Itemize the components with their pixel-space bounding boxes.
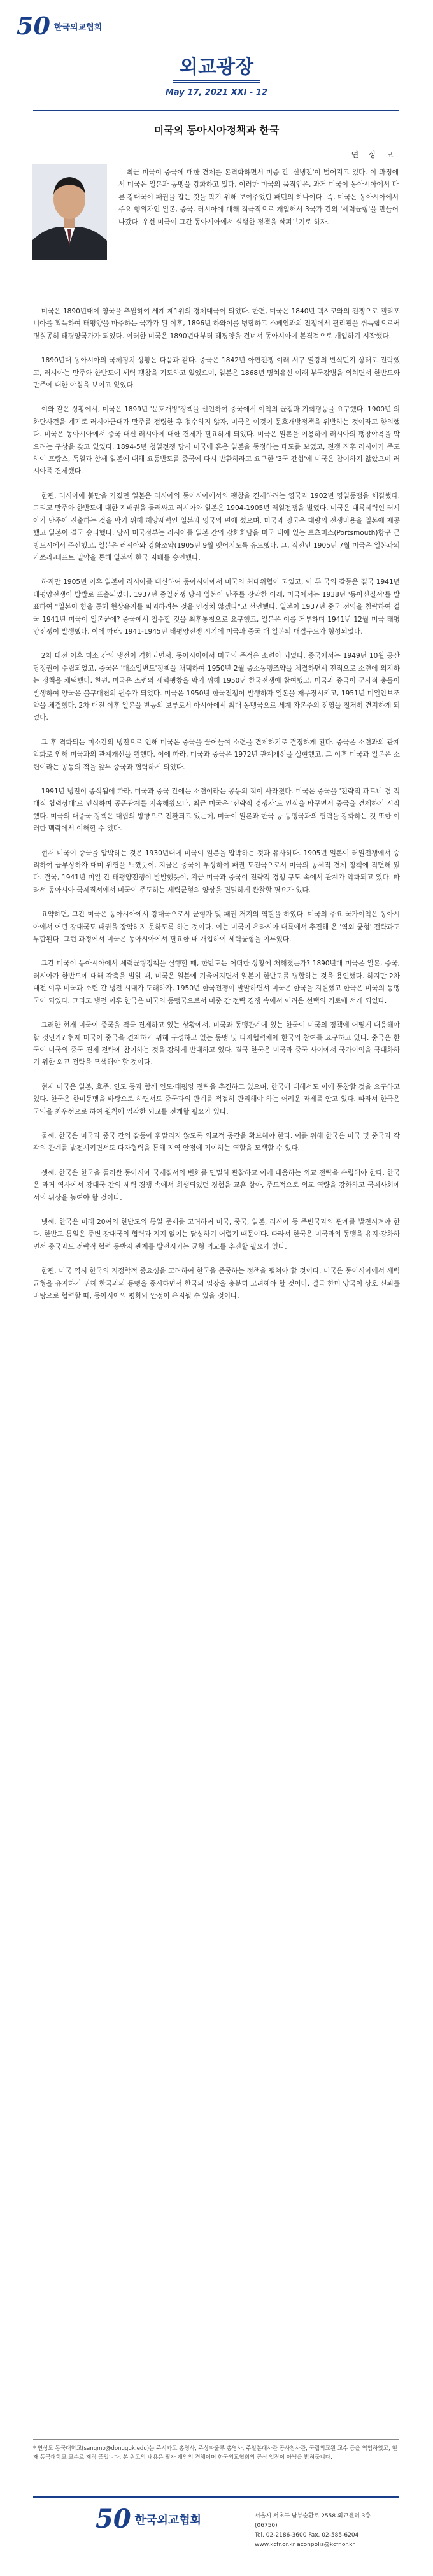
paragraph-4: 한편, 러시아에 불만을 가졌던 일본은 러시아의 동아시아에서의 팽창을 견제하려는 영국과 1902년 영일동맹을 체결했다. 그리고 만주와 한반도에 대한 지배권을 둘러싸고 러시아와 일본은 1904-1905년 러일전쟁을 벌였다. 미국은 대륙세력인 러시아가 만주에 진출하는 것을 막기 위해 해양세력인 일본과 영국의 편에 섰으며, 미국과 영국은 대량의 전쟁비용을 일본에 제공했고 일본이 결국 승리했다. 당시 미국정부는 러시아를 일본 간의 강화회담을 미국 내에 있는 포츠머스(Portsmouth)항구 근방도시에서 주선했고, 일본은 러시아와 강화조약(1905년 9월 맺어지도록 유도했다. 그, 직전인 1905년 7월 미국은 일본과의 가쓰라-태프트 밀약을 통해 일본의 한국 지배를 승인했다. — [33, 492, 400, 562]
author-name: 연 상 모 — [351, 150, 397, 159]
paragraph-14: 둘째, 한국은 미국과 중국 간의 갈등에 휘말리지 않도록 외교적 공간을 확보해야 한다. 이를 위해 한국은 미국 및 중국과 각각의 관계를 발전시키면서도 다자협력을 통해 지역 안정에 기여하는 역할을 모색할 수 있다. — [33, 1132, 400, 1153]
paragraph-6: 2차 대전 이후 미소 간의 냉전이 격화되면서, 동아시아에서 미국의 주적은 소련이 되었다. 중국에서는 1949년 10월 공산당정권이 수립되었고, 중국은 '대소일변도'정책을 채택하여 1950년 2월 중소동맹조약을 체결하면서 전적으로 소련에 의지하는 정책을 채택했다. 한편, 미국은 소련의 세력팽창을 막기 위해 1950년 한국전쟁에 참여했고, 미국과 중국이 군사적 충돌이 발생하여 양국은 불구대천의 원수가 되었다. 미국은 1950년 한국전쟁이 발생하자 일본을 재무장시키고, 1951년 미일안보조약을 체결했다. 2차 대전 이후 일본을 반공의 보루로서 아시아에서 최대 동맹국으로 세계 자본주의 진영을 철저히 견지하게 되었다. — [33, 652, 400, 722]
intro-paragraph — [118, 167, 399, 241]
anniversary-50-mark: 50 — [17, 11, 50, 40]
paragraph-8: 1991년 냉전이 종식됨에 따라, 미국과 중국 간에는 소련이라는 공동의 적이 사라졌다. 미국은 중국을 '전략적 파트너 겸 적대적 협력상대'로 인식하며 공존관계를 지속해왔으나, 최근 미국은 '전략적 경쟁자'로 인식을 바꾸면서 중국을 견제하기 시작했다. 미국의 대중국 정책은 대립의 방향으로 전환되고 있는데, 미국이 일본과 한국 등 동맹국과의 협력을 강화하는 것 또한 이러한 맥락에서 이해할 수 있다. — [33, 788, 400, 833]
paragraph-3: 이와 같은 상황에서, 미국은 1899년 '문호개방'정책을 선언하여 중국에서 이익의 균점과 기회평등을 요구했다. 1900년 의화단사건을 계기로 러시아군대가 만주를 점령한 후 철수하지 않자, 미국은 이것이 문호개방정책을 위반하는 것이라고 항의했다. 미국은 동아시아에서 중국 대신 러시아에 대한 견제가 필요하게 되었다. 미국은 일본을 이용하여 러시아의 팽창야욕을 막으려는 구상을 갖고 있었다. 1894-5년 청일전쟁 당시 미국에 흔은 일본을 동정하는 태도를 보였고, 전쟁 직후 러시아가 주도하여 프랑스, 독일과 함께 일본에 대해 요동반도를 중국에 다시 반환하라고 요구한 '3국 간섭'에 미국은 참여하지 않았으며 러시아를 견제했다. — [33, 406, 400, 476]
paragraph-9: 현재 미국이 중국을 압박하는 것은 1930년대에 미국이 일본을 압박하는 것과 유사하다. 1905년 일본이 러일전쟁에서 승리하여 급부상하자 대미 위협을 느꼈듯이, 지금은 중국이 부상하여 패권 도전국으로서 미국의 공세적 견제 정책에 직면해 있다. 결국, 1941년 미일 간 태평양전쟁이 발발했듯이, 지금 미국과 중국이 전략적 경쟁 구도 속에서 관계가 악화되고 있다. 따라서 동아시아 국제질서에서 미국이 주도하는 세력균형의 양상을 면밀하게 관찰할 필요가 있다. — [33, 849, 400, 894]
article-title: 미국의 동아시아정책과 한국 — [153, 124, 280, 136]
divider-bottom — [33, 2496, 399, 2498]
paragraph-15: 셋째, 한국은 한국을 둘러싼 동아시아 국제질서의 변화를 면밀히 관찰하고 이에 대응하는 외교 전략을 수립해야 한다. 한국은 과거 역사에서 강대국 간의 세력 경쟁 속에서 희생되었던 경험을 교훈 삼아, 주도적으로 외교 역량을 강화하고 국제사회에서의 위상을 높여야 할 것이다. — [33, 1169, 400, 1202]
paragraph-17: 한편, 미국 역시 한국의 지정학적 중요성을 고려하여 한국을 존중하는 정책을 펼쳐야 할 것이다. 미국은 동아시아에서 세력균형을 유지하기 위해 한국과의 동맹을 중시하면서 한국의 입장을 충분히 고려해야 할 것이다. 결국 한미 양국이 상호 신뢰를 바탕으로 협력할 때, 동아시아의 평화와 안정이 유지될 수 있을 것이다. — [33, 1267, 400, 1300]
paragraph-1: 미국은 1890년대에 영국을 추월하여 세계 제1위의 경제대국이 되었다. 한편, 미국은 1840년 멕시코와의 전쟁으로 캘리포니아를 획득하여 태평양을 마주하는 국가가 된 이후, 1896년 하와이를 병합하고 스페인과의 전쟁에서 필리핀을 취득함으로써 명실공히 태평양국가가 되었다. 이러한 미국은 1890년대부터 태평양을 건너서 동아시아에 본격적으로 개입하기 시작했다. — [33, 308, 400, 340]
logo-org-name: 한국외교협회 — [53, 22, 103, 32]
paragraph-12: 그러한 현재 미국이 중국을 적극 견제하고 있는 상황에서, 미국과 동맹관계에 있는 한국이 미국의 정책에 어떻게 대응해야 할 것인가? 현재 미국이 중국을 견제하기 위해 구성하고 있는 동맹 및 다자협력체에 한국의 참여를 요구하고 있다. 중국은 한국이 미국의 중국 견제 전략에 참여하는 것을 강하게 반대하고 있다. 결국 한국은 미국과 중국 사이에서 국가이익을 극대화하기 위한 외교 전략을 모색해야 할 것이다. — [33, 1021, 400, 1067]
footer-logo — [96, 2504, 201, 2534]
footer-phone: Tel. 02-2186-3600 Fax. 02-585-6204 — [255, 2532, 359, 2538]
footer-org-name: 한국외교협회 — [134, 2514, 201, 2527]
footer-contact — [255, 2512, 395, 2550]
paragraph-2: 1890년대 동아시아의 국제정치 상황은 다음과 같다. 중국은 1842년 아편전쟁 이래 서구 열강의 반식민지 상태로 전락했고, 러시아는 만주와 한반도에 세력 팽창을 기도하고 있었으며, 일본은 1868년 명치유신 이래 부국강병을 외치면서 한반도와 만주에 대한 야심을 보이고 있었다. — [33, 357, 400, 390]
footer-address: 서울시 서초구 남부순환로 2558 외교센터 3층 (06750) — [255, 2513, 371, 2529]
footnote-divider — [33, 2439, 399, 2440]
issue-date: May 17, 2021 XXI - 12 — [166, 88, 267, 97]
paragraph-11: 그간 미국이 동아시아에서 세력균형정책을 실행할 때, 한반도는 어떠한 상황에 처해졌는가? 1890년대 미국은 일본, 중국, 러시아가 한반도에 대해 각축을 벌일 때, 미국은 일본에 기울어지면서 일본이 한반도를 병합하는 것을 용인했다. 하지만 2차 대전 이후 미국과 소련 간 냉전 시대가 도래하자, 1950년 한국전쟁이 발발하면서 미국은 한국을 지원했고 한국은 미국의 동맹국이 되었다. 그리고 냉전 이후 한국은 미국의 동맹국으로서 미중 간 전략 경쟁 속에서 어려운 선택의 기로에 서게 되었다. — [33, 960, 400, 1005]
association-logo — [17, 11, 103, 40]
article-body — [33, 306, 400, 1314]
intro-text: 최근 미국이 중국에 대한 견제를 본격화하면서 미중 간 '신냉전'이 벌어지고 있다. 이 과정에서 미국은 일본과 동맹을 강화하고 있다. 이러한 미국의 움직임은, 과거 미국이 동아시아에서 다른 강대국이 패권을 잡는 것을 막기 위해 보여주었던 패턴의 하나이다. 즉, 미국은 동아시아에서 주요 행위자인 일본, 중국, 러시아에 대해 적극적으로 개입해서 3국가 간의 '세력균형'을 만들어 나갔다. 우선 미국이 그간 동아시아에서 실행한 정책을 살펴보기로 하자. — [118, 169, 399, 226]
author-footnote: * 연상모 동국대학교(sangmo@dongguk.edu)는 주시카고 총영사, 주상파울루 총영사, 주일본대사관 공사참사관, 국립외교원 교수 등을 역임하였고, 현재 동국대학교 교수로 재직 중입니다. 본 원고의 내용은 필자 개인의 견해이며 한국외교협회의 공식 입장이 아님을 밝혀둡니다. — [33, 2445, 397, 2461]
footer-50-mark: 50 — [96, 2504, 131, 2534]
paragraph-10: 요약하면, 그간 미국은 동아시아에서 강대국으로서 균형자 및 패권 저지의 역할을 하였다. 미국의 주요 국가이익은 동아시아에서 어떤 강대국도 패권을 장악하지 못하도록 하는 것이다. 이는 미국이 유라시아 대륙에서 추진해 온 '역외 균형' 전략과도 부합된다. 그런 과정에서 미국은 동아시아에서 필요한 때 개입하여 세력균형을 이루었다. — [33, 911, 400, 944]
paragraph-7: 그 후 격화되는 미소간의 냉전으로 인해 미국은 중국을 끌어들여 소련을 견제하기로 결정하게 된다. 중국은 소련과의 관계악화로 인해 미국과의 관계개선을 원했다. 이에 따라, 미국과 중국은 1972년 관계개선을 실현했고, 그 이후 미국과 일본은 소련이라는 공동의 적을 앞두 중국과 협력하게 되었다. — [33, 738, 400, 771]
footer-web-link[interactable]: www.kcfr.or.kr aconpolis@kcfr.or.kr — [255, 2542, 355, 2548]
divider-top — [33, 110, 399, 111]
paragraph-13: 현재 미국은 일본, 호주, 인도 등과 함께 인도·태평양 전략을 추진하고 있으며, 한국에 대해서도 이에 동참할 것을 요구하고 있다. 한국은 한미동맹을 바탕으로 하면서도 중국과의 관계를 적절히 관리해야 하는 어려운 과제를 안고 있다. 따라서 한국은 국익을 최우선으로 하여 원칙에 입각한 외교를 전개할 필요가 있다. — [33, 1083, 400, 1116]
paragraph-16: 넷째, 한국은 미래 20여의 한반도의 통일 문제를 고려하여 미국, 중국, 일본, 러시아 등 주변국과의 관계를 발전시켜야 한다. 한반도 통일은 주변 강대국의 협력과 지지 없이는 달성하기 어렵기 때문이다. 따라서 한국은 미국과의 동맹을 유지·강화하면서 중국과도 전략적 협력 동반자 관계를 발전시키는 균형 외교를 추진할 필요가 있다. — [33, 1218, 400, 1251]
paragraph-5: 하지만 1905년 이후 일본이 러시아를 대신하여 동아시아에서 미국의 최대위협이 되었고, 이 두 국의 갈등은 결국 1941년 태평양전쟁이 발발로 표출되었다. 1937년 중일전쟁 당시 일본이 만주를 장악한 이래, 미국에서는 1938년 '동아신질서'를 발표하여 "일본이 힘을 통해 현상유지를 파괴하려는 것을 인정치 않겠다"고 선언했다. 일본이 1937년 중국 전역을 침략하여 결국 1941년 미국이 일본군에? 중국에서 철수할 것을 최후통첩으로 요구했고, 일본은 이를 거부하며 1941년 12월 미국 태평양전쟁이 발생했다. 이에 따라, 1941-1945년 태평양전쟁 시기에 미국과 중국 대 일본의 대결구도가 형성되었다. — [33, 578, 400, 636]
publication-title: 외교광장 — [173, 51, 260, 83]
author-photo — [32, 164, 107, 260]
masthead — [0, 51, 433, 97]
